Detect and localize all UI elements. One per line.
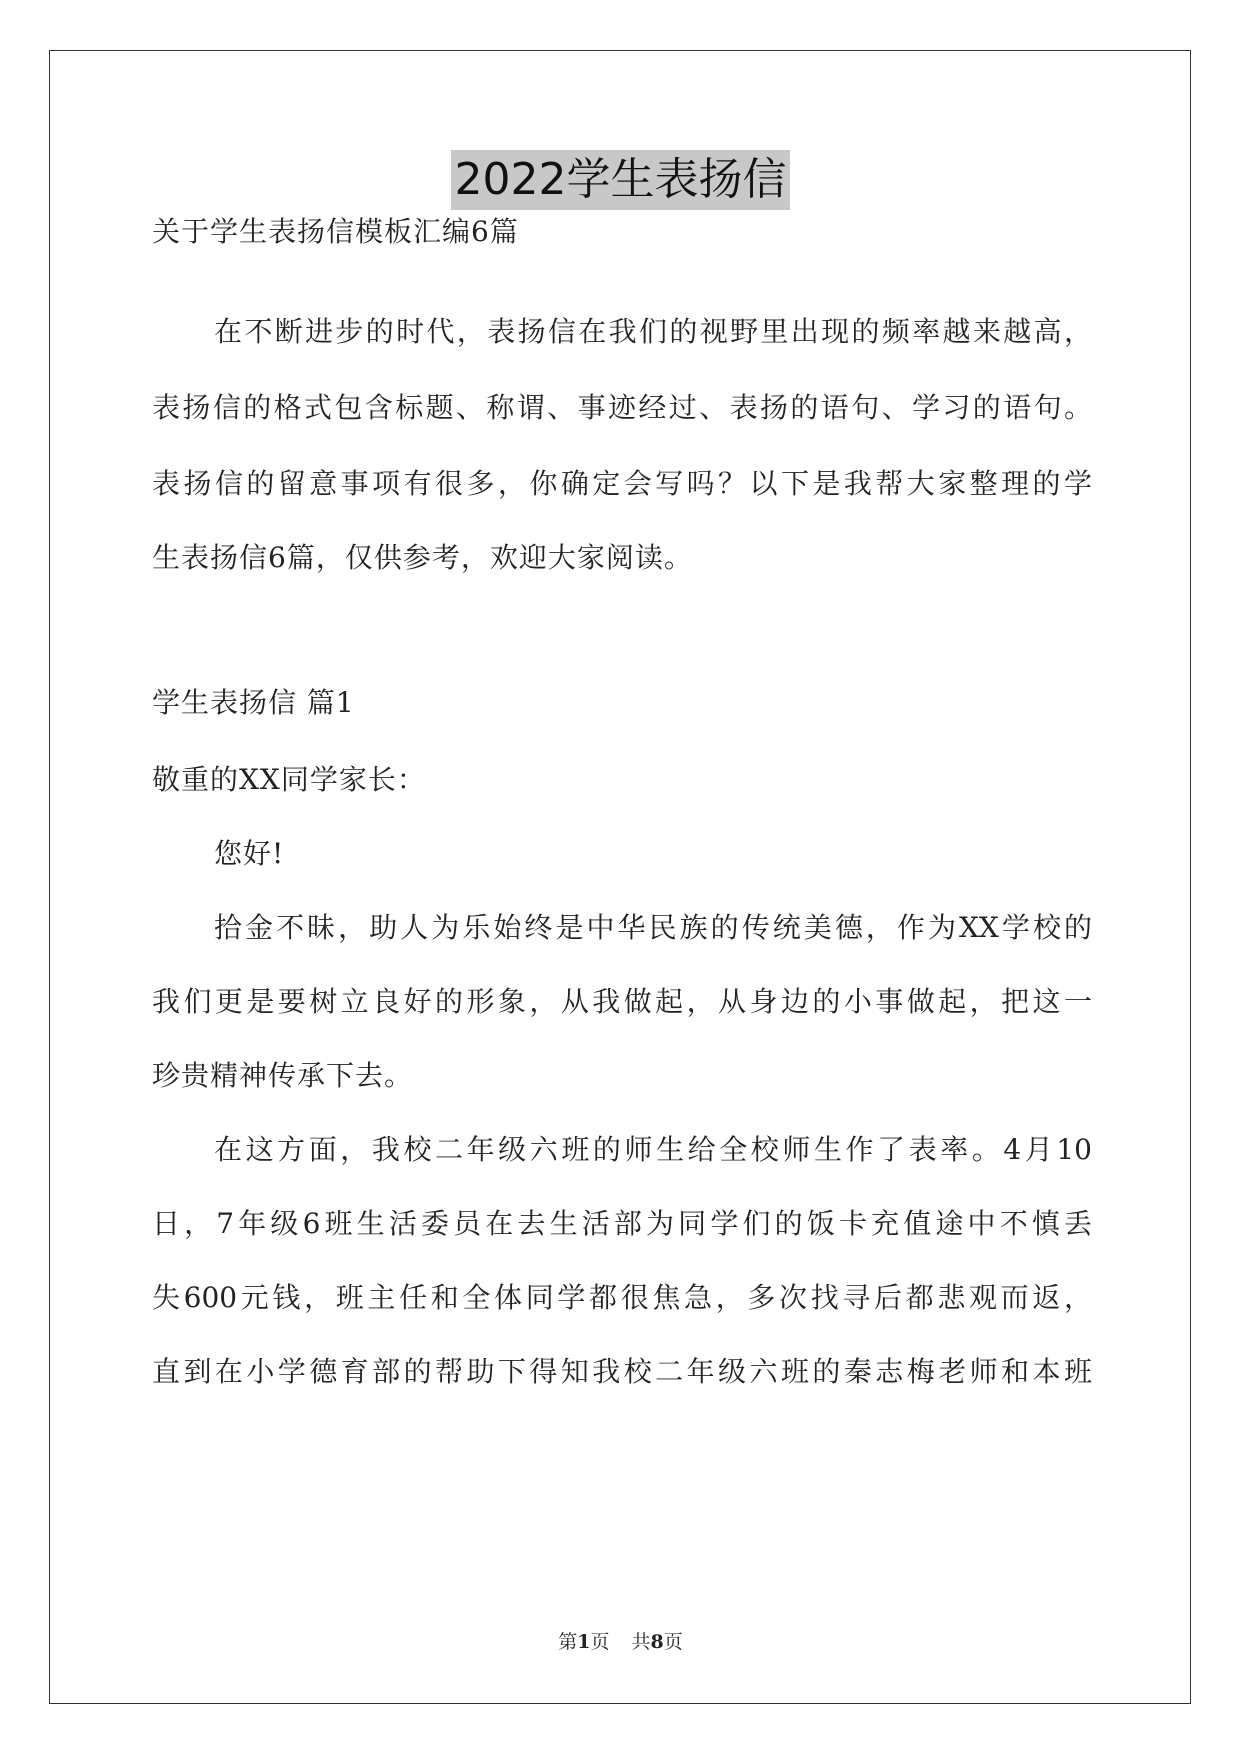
paragraph-1-line-1: 拾金不昧，助人为乐始终是中华民族的传统美德，作为XX学校的 [214,911,1092,944]
footer-total-suffix: 页 [663,1631,683,1653]
document-subtitle: 关于学生表扬信模板汇编6篇 [152,215,519,248]
section-heading: 学生表扬信 篇1 [152,686,355,719]
paragraph-2-line-1: 在这方面，我校二年级六班的师生给全校师生作了表率。4月10 [214,1133,1092,1166]
document-title [0,150,1241,210]
intro-line-1: 在不断进步的时代，表扬信在我们的视野里出现的频率越来越高， [214,315,1092,348]
footer-page-suffix: 页 [590,1631,610,1653]
paragraph-2-line-2: 日，7年级6班生活委员在去生活部为同学们的饭卡充值途中不慎丢 [152,1207,1092,1240]
page-footer [0,1630,1241,1654]
paragraph-1-line-2: 我们更是要树立良好的形象，从我做起，从身边的小事做起，把这一 [152,985,1092,1018]
intro-line-3: 表扬信的留意事项有很多，你确定会写吗？以下是我帮大家整理的学 [152,467,1092,500]
footer-page-prefix: 第 [558,1631,578,1653]
intro-line-2: 表扬信的格式包含标题、称谓、事迹经过、表扬的语句、学习的语句。 [152,391,1092,424]
page-border [49,50,1191,1704]
footer-page-current: 1 [577,1631,591,1653]
paragraph-2-line-3: 失600元钱，班主任和全体同学都很焦急，多次找寻后都悲观而返， [152,1281,1092,1314]
footer-total-prefix: 共 [631,1631,651,1653]
greeting: 您好! [214,837,285,870]
document-title-text: 2022学生表扬信 [451,150,791,210]
paragraph-2-line-4: 直到在小学德育部的帮助下得知我校二年级六班的秦志梅老师和本班 [152,1355,1092,1388]
footer-page-total: 8 [650,1631,664,1653]
paragraph-1-line-3: 珍贵精神传承下去。 [152,1059,414,1092]
intro-line-4: 生表扬信6篇，仅供参考，欢迎大家阅读。 [152,541,693,574]
salutation: 敬重的XX同学家长： [152,763,426,796]
